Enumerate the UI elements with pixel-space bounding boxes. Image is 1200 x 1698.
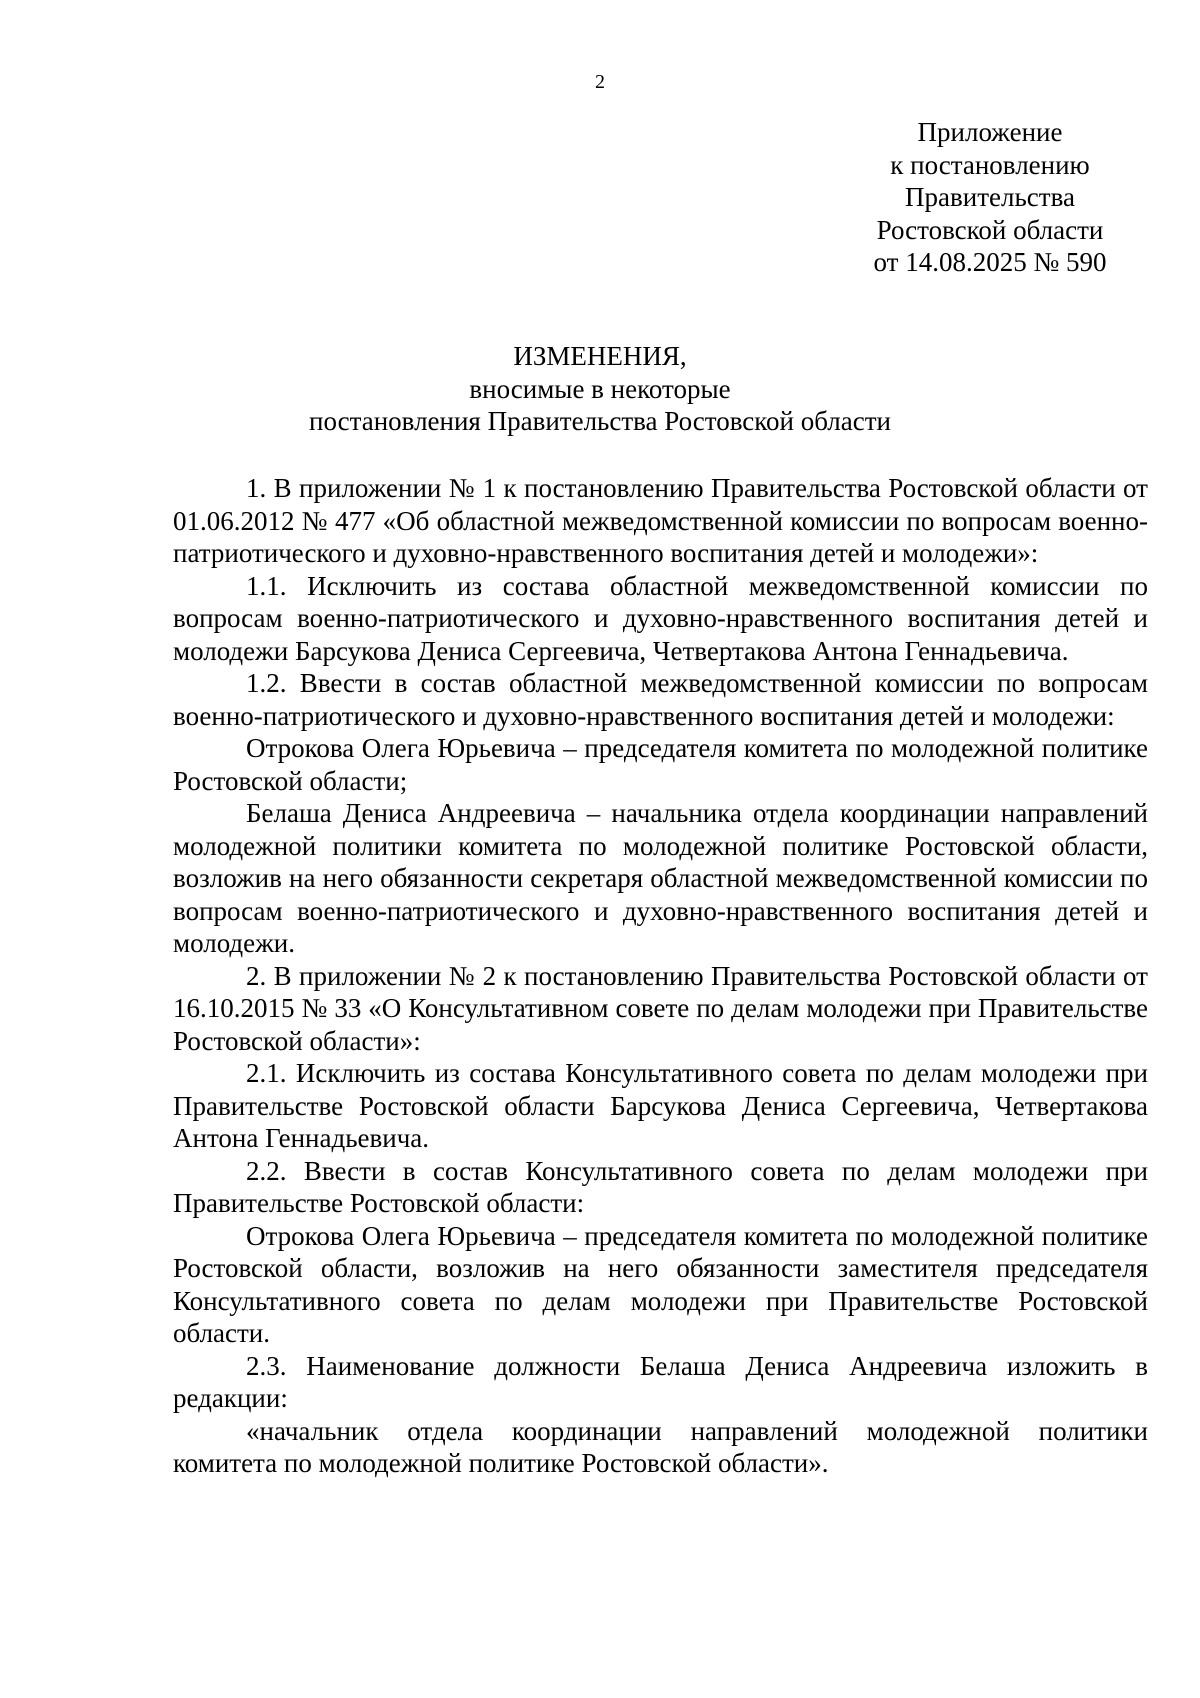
paragraph: 1.2. Ввести в состав областной межведомственной комиссии по вопросам военно-патриотического и духовно-нравственного воспитания детей и молодежи: [173,668,1148,731]
appendix-date-number: от 14.08.2025 № 590 [873,247,1107,277]
paragraph: Белаша Дениса Андреевича – начальника отдела координации направлений молодежной политики комитета по молодежной политике Ростовской области, возложив на него обязанности секретаря областной межведомственной комиссии по вопросам военно-патриотического и духовно-нравственного воспитания детей и молодежи. [173,798,1148,958]
document-body [173,472,1148,1480]
document-subtitle: постановления Правительства Ростовской области [309,406,891,436]
appendix-line: Приложение [917,117,1063,147]
paragraph: 1. В приложении № 1 к постановлению Правительства Ростовской области от 01.06.2012 № 477 «Об областной межведомственной комиссии по вопросам военно-патриотического и духовно-нравственного воспитания детей и молодежи»: [173,473,1148,568]
appendix-line: Ростовской области [876,214,1104,245]
paragraph: 2.2. Ввести в состав Консультативного совета по делам молодежи при Правительстве Ростовской области: [173,1155,1148,1218]
paragraph: Отрокова Олега Юрьевича – председателя комитета по молодежной политике Ростовской области, возложив на него обязанности заместителя председателя Консультативного совета по делам молодежи при Правительстве Ростовской области. [173,1220,1148,1348]
document-title: ИЗМЕНЕНИЯ, [513,341,687,371]
document-title-block [0,340,1200,438]
appendix-block [840,116,1140,279]
page-number: 2 [595,71,605,93]
paragraph: 2.3. Наименование должности Белаша Дениса Андреевича изложить в редакции: [173,1350,1148,1413]
paragraph: Отрокова Олега Юрьевича – председателя комитета по молодежной политике Ростовской области; [173,733,1148,796]
document-subtitle: вносимые в некоторые [469,373,731,404]
paragraph: 2. В приложении № 2 к постановлению Правительства Ростовской области от 16.10.2015 № 33 «О Консультативном совете по делам молодежи при Правительстве Ростовской области»: [173,960,1148,1056]
paragraph: 1.1. Исключить из состава областной межведомственной комиссии по вопросам военно-патриотического и духовно-нравственного воспитания детей и молодежи Барсукова Дениса Сергеевича, Четвертакова Антона Геннадьевича. [173,570,1148,666]
paragraph: «начальник отдела координации направлений молодежной политики комитета по молодежной политике Ростовской области». [173,1415,1148,1478]
appendix-line: к постановлению [890,149,1090,180]
appendix-line: Правительства [905,182,1075,212]
paragraph: 2.1. Исключить из состава Консультативного совета по делам молодежи при Правительстве Ростовской области Барсукова Дениса Сергеевича, Четвертакова Антона Геннадьевича. [173,1058,1148,1153]
